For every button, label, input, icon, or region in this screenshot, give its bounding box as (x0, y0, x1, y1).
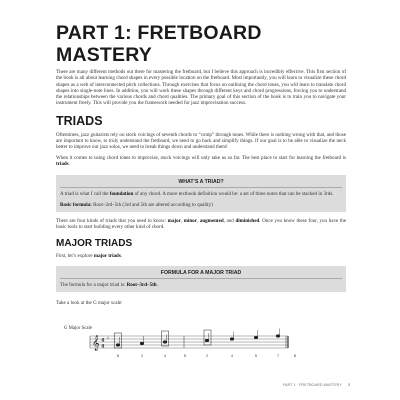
four-kinds-paragraph (56, 218, 346, 231)
note-1 (116, 344, 119, 346)
formula-text-a: The formula for a major triad is: (60, 281, 127, 288)
major-intro-text-a: First, let’s explore (56, 253, 94, 260)
time-signature-bottom: 4 (101, 343, 105, 350)
footer-section: PART 1 · FRETBOARD MASTERY (282, 383, 342, 387)
intro-text-2: incredibly effective. This first section of the book is all about learning chord shapes in every possible location on the fretboard. Most importantly, you will learn to visualize these chord shapes as a web of interconnected pitch collections. Through exercises that focus on outlining the chord tones, you will learn to translate chord shapes into single-note lines. In addition, you will work these shapes through different keys and chord progressions, forcing you to understand the relationships between the various chords and chord qualities. The primary goal of this section of the book is to train you to navigate your instrument freely. This will provide you the framework needed for jazz improvisation success. (56, 69, 346, 107)
tab-number-3: 4 (164, 354, 166, 358)
kind-minor: minor (183, 217, 197, 224)
section-heading-triads: TRIADS (56, 113, 103, 128)
basic-formula-value: Root–3rd–5th (3rd and 5th are altered according to quality) (91, 201, 213, 208)
triads-paragraph-1: Oftentimes, jazz guitarists rely on stock voicings of seventh chords to “comp” through tunes. While there is nothing wrong with that, and those are important to know, to truly understand the fretboard, we need to go back and simplify things. If our goal is to be able to visualize the neck better to improve our jazz solos, we need to break things down and understand them! (56, 131, 346, 151)
scale-notes (116, 329, 279, 347)
sep-3: , and (223, 217, 236, 224)
major-intro-bold: major triads (93, 253, 121, 260)
page-number: 3 (347, 383, 350, 387)
page-title: PART 1: FRETBOARD MASTERY (56, 22, 262, 66)
intro-text-1: There are many different methods out there for mastering the fretboard, but I believe this approach is (56, 69, 263, 75)
intro-paragraph (56, 69, 346, 107)
whats-a-triad-box (56, 175, 346, 212)
note-3 (163, 341, 166, 343)
basic-formula-label: Basic formula: (60, 201, 92, 208)
definition-text-a: A triad is what I call the (60, 191, 110, 198)
triads-p2-text-a: When it comes to using chord tones to improvise, stock voicings will only take us so far. The best place to start for learning the fretboard is (56, 154, 346, 161)
g-major-scale-notation (56, 326, 346, 366)
sep-2: , (196, 217, 200, 224)
tab-number-5: 2 (206, 354, 208, 358)
definition-bold: foundation (109, 191, 134, 198)
tab-number-9: 8 (294, 354, 296, 358)
tab-number-7: 5 (255, 354, 257, 358)
tab-number-6: 4 (231, 354, 233, 358)
highlight-third (162, 331, 169, 346)
kind-diminished: diminished (235, 217, 260, 224)
basic-formula-line (60, 202, 342, 208)
kind-augmented: augmented (199, 217, 224, 224)
triads-p2-bold: triads (56, 160, 69, 167)
triads-p2-text-c: . (68, 160, 70, 167)
formula-major-triad-box (56, 266, 346, 292)
major-intro-text-c: . (120, 253, 123, 260)
note-4 (205, 339, 208, 341)
formula-major-triad-title: FORMULA FOR A MAJOR TRIAD (60, 269, 342, 279)
tab-number-4: 5 (184, 354, 186, 358)
triads-paragraph-2 (56, 155, 346, 168)
definition-text-c: of any chord. A more textbook definition would be: a set of three notes that can be stacked in 3rds. (133, 191, 334, 198)
major-triads-intro (56, 253, 346, 259)
four-kinds-text-a: There are four kinds of triads that you need to know: (56, 217, 168, 224)
treble-clef-icon: 𝄞 (92, 336, 100, 351)
whats-a-triad-definition (60, 191, 342, 197)
four-kinds-text-b: . Once you know these four, you have the basic tools to start building every other kind of chord. (56, 217, 347, 231)
page-content (56, 22, 346, 306)
formula-text-c: . (156, 281, 158, 288)
time-signature-top: 4 (101, 337, 105, 344)
highlight-fifth (204, 330, 211, 345)
formula-bold: Root–3rd–5th (126, 281, 157, 288)
whats-a-triad-title: WHAT’S A TRIAD? (60, 178, 342, 188)
tab-number-8: 7 (277, 354, 279, 358)
note-6 (254, 336, 257, 338)
tab-number-1: 8 (117, 354, 119, 358)
note-2 (140, 342, 143, 344)
key-signature-sharp-icon: ♯ (107, 335, 109, 341)
scale-intro-text: Take a look at the G major scale: (56, 300, 123, 307)
sep-1: , (180, 217, 184, 224)
page-footer (200, 383, 350, 387)
section-heading-major-triads: MAJOR TRIADS (56, 238, 133, 250)
note-7 (276, 335, 279, 337)
kind-major: major (167, 217, 181, 224)
formula-major-triad-text (60, 282, 342, 288)
scale-label: G Major Scale (64, 326, 92, 331)
tab-number-2: 2 (141, 354, 143, 358)
tab-numbers (117, 354, 296, 358)
note-5 (230, 338, 233, 340)
notation-svg (56, 326, 346, 366)
